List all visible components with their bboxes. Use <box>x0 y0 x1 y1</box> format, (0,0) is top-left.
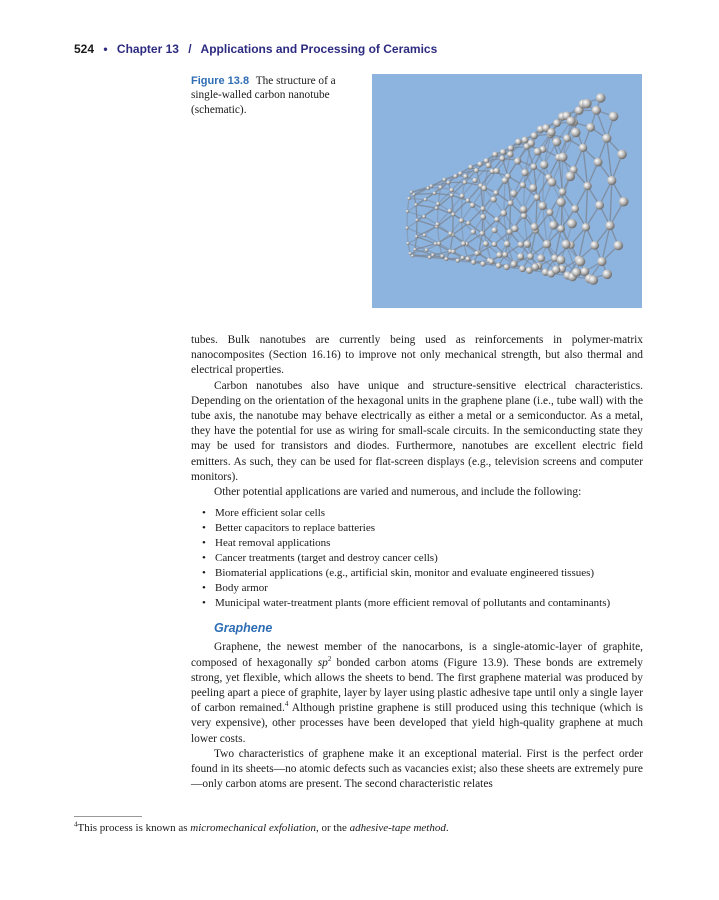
carbon-atom <box>558 153 567 162</box>
carbon-atom <box>465 256 470 261</box>
carbon-atom <box>425 248 429 252</box>
carbon-atom <box>415 219 418 222</box>
carbon-atom <box>502 177 509 184</box>
carbon-atom <box>529 184 537 192</box>
bullet-dot: • <box>202 522 206 535</box>
carbon-atom <box>508 145 514 151</box>
carbon-atom <box>602 270 612 280</box>
carbon-atom <box>602 134 611 143</box>
bond-line <box>461 196 462 221</box>
carbon-atom <box>558 225 565 232</box>
carbon-atom <box>507 151 514 158</box>
bond-line <box>407 228 425 235</box>
chapter-label: Chapter 13 <box>116 42 179 56</box>
carbon-atom <box>412 193 415 196</box>
paragraph-3: Other potential applications are varied and numerous, and include the following: <box>214 486 582 499</box>
bond-line <box>583 148 587 186</box>
carbon-atom <box>589 275 599 285</box>
carbon-atom <box>607 176 616 185</box>
carbon-atom <box>492 152 498 158</box>
bond-line <box>407 217 424 228</box>
carbon-atom <box>463 174 468 179</box>
bond-line <box>407 199 409 212</box>
carbon-atom <box>614 241 624 251</box>
carbon-atom <box>515 139 522 146</box>
carbon-atom <box>596 93 606 103</box>
carbon-atom <box>500 149 506 155</box>
bond-line <box>407 228 408 243</box>
bullet-dot: • <box>202 507 206 520</box>
carbon-atom <box>474 168 479 173</box>
carbon-atom <box>582 99 592 109</box>
carbon-atom <box>534 148 542 156</box>
bond-line <box>438 224 451 233</box>
bond-line <box>510 203 511 232</box>
carbon-atom <box>430 184 434 188</box>
carbon-atom <box>433 192 437 196</box>
bond-line <box>543 165 545 206</box>
carbon-atom <box>562 240 571 249</box>
carbon-atom <box>474 251 479 256</box>
carbon-atom <box>486 162 492 168</box>
carbon-atom <box>521 169 528 176</box>
carbon-atom <box>472 178 477 183</box>
carbon-atom <box>590 241 599 250</box>
nanotube-illustration <box>372 74 642 308</box>
carbon-atom <box>481 185 487 191</box>
carbon-atom <box>453 174 457 178</box>
carbon-atom <box>511 261 518 268</box>
carbon-atom <box>531 132 538 139</box>
carbon-atom <box>559 188 566 195</box>
carbon-atom <box>450 188 454 192</box>
carbon-atom <box>442 178 446 182</box>
carbon-atom <box>537 254 545 262</box>
bond-line <box>494 180 505 199</box>
chapter-title: Applications and Processing of Ceramics <box>200 42 438 56</box>
carbon-atom <box>534 194 541 201</box>
bullet-dot: • <box>202 582 206 595</box>
carbon-atom <box>494 217 499 222</box>
carbon-atom <box>483 241 489 247</box>
list-item: • Municipal water-treatment plants (more efficient removal of pollutants and contaminants) <box>202 597 611 610</box>
carbon-atom <box>496 263 502 269</box>
carbon-atom <box>526 267 533 274</box>
carbon-atom <box>597 257 606 266</box>
carbon-atom <box>406 210 409 213</box>
superscript-2: 2 <box>327 654 332 663</box>
footnote-marker: 4 <box>74 820 78 829</box>
bond-line <box>407 212 424 217</box>
carbon-atom <box>428 256 432 260</box>
carbon-atom <box>566 172 576 182</box>
bullet-dot: • <box>202 552 206 565</box>
carbon-atom <box>406 242 409 245</box>
carbon-atom <box>571 128 581 138</box>
carbon-atom <box>493 190 498 195</box>
carbon-atom <box>423 233 427 237</box>
bond-line <box>468 186 481 201</box>
carbon-atom <box>504 264 510 270</box>
carbon-atom <box>492 227 498 233</box>
running-head-bullet: • <box>103 42 108 56</box>
carbon-atom <box>414 203 417 206</box>
carbon-atom <box>466 221 470 225</box>
bond-line <box>450 221 461 234</box>
carbon-atom <box>538 202 546 210</box>
carbon-atom <box>436 202 440 206</box>
carbon-atom <box>543 240 551 248</box>
bond-line <box>483 188 484 217</box>
carbon-atom <box>547 128 555 136</box>
carbon-atom <box>524 240 531 247</box>
list-item: • Body armor <box>202 582 268 595</box>
carbon-atom <box>439 185 443 189</box>
carbon-atom <box>450 193 454 197</box>
carbon-atom <box>422 215 426 219</box>
carbon-atom <box>496 252 502 258</box>
carbon-atom <box>504 241 511 248</box>
carbon-atom <box>456 258 460 262</box>
body-text <box>191 333 643 792</box>
carbon-atom <box>501 210 508 217</box>
carbon-atom <box>431 253 435 257</box>
carbon-atom <box>405 226 408 229</box>
carbon-atom <box>510 190 517 197</box>
carbon-atom <box>567 219 577 229</box>
carbon-atom <box>470 203 475 208</box>
carbon-atom <box>451 212 455 216</box>
carbon-atom <box>471 229 476 234</box>
carbon-atom <box>458 171 462 175</box>
carbon-atom <box>549 221 558 230</box>
carbon-atom <box>522 137 529 144</box>
carbon-atom <box>527 253 534 260</box>
carbon-atom <box>548 178 557 187</box>
carbon-atom <box>440 254 444 258</box>
carbon-atom <box>592 106 601 115</box>
carbon-atom <box>448 231 452 235</box>
carbon-atom <box>410 191 413 194</box>
carbon-atom <box>582 223 590 231</box>
carbon-atom <box>520 206 527 213</box>
carbon-atom <box>436 222 440 226</box>
carbon-atom <box>480 214 486 220</box>
paragraph-1: tubes. Bulk nanotubes are currently being used as reinforcements in polymer-matrix nanocomposites (Section 16.16) to improve not only mechanical strength, but also thermal and electrical properties. <box>191 334 643 377</box>
carbon-atom <box>444 257 448 261</box>
bond-line <box>450 235 453 251</box>
carbon-atom <box>605 221 614 230</box>
carbon-atom <box>466 198 470 202</box>
nanotube-figure <box>372 74 642 308</box>
carbon-atom <box>407 197 410 200</box>
page-number: 524 <box>74 42 95 56</box>
bond-line <box>586 186 588 227</box>
bullet-dot: • <box>202 597 206 610</box>
carbon-atom <box>586 123 595 132</box>
bond-line <box>610 181 612 226</box>
carbon-atom <box>532 263 539 270</box>
bond-line <box>409 199 425 200</box>
bond-line <box>452 195 454 214</box>
bond-line <box>425 200 438 204</box>
bond-line <box>439 234 450 244</box>
carbon-atom <box>459 218 464 223</box>
carbon-atom <box>489 259 495 265</box>
paragraph-2: Carbon nanotubes also have unique and structure-sensitive electrical characteristics. Depending on the orientation of the hexagonal units in the graphene plane (i.e., tube wall) with the tube axis, the nanotube may behave electrically as either a metal or a semiconductor. As a metal, they have the potential for use as wiring for small-scale circuits. In the semiconducting state they may be used for transistors and diodes. Furthermore, nanotubes are excellent electric field emitters. As such, they can be used for flat-screen displays (e.g., television screens and computer monitors). <box>191 379 643 483</box>
list-item: • More efficient solar cells <box>202 507 326 520</box>
footnote-ref: 4 <box>284 700 289 709</box>
carbon-atom <box>463 180 467 184</box>
carbon-atom <box>502 252 508 258</box>
application-list <box>191 506 643 611</box>
paragraph-5: Two characteristics of graphene make it an exceptional material. First is the perfect order found in its sheets—no atomic defects such as vacancies exist; also these sheets are extremely pure—only carbon atoms are present. The second characteristic relates <box>191 747 643 791</box>
carbon-atom <box>520 182 526 188</box>
carbon-atom <box>594 158 603 167</box>
carbon-atom <box>477 161 482 166</box>
carbon-atom <box>531 163 538 170</box>
carbon-atom <box>552 266 560 274</box>
section-heading: Graphene <box>214 621 273 636</box>
bond-line <box>504 180 505 213</box>
bond-line <box>453 214 454 235</box>
carbon-atom <box>619 197 629 207</box>
carbon-atom <box>437 242 441 246</box>
footnote-divider <box>74 816 142 817</box>
carbon-atom <box>609 112 619 122</box>
carbon-atom <box>563 135 571 143</box>
carbon-atom <box>409 252 412 255</box>
carbon-atom <box>514 158 521 165</box>
carbon-atom <box>557 256 566 265</box>
carbon-atom <box>572 268 581 277</box>
paragraph-4: Graphene, the newest member of the nanocarbons, is a single-atomic-layer of graphite, composed of hexagonally $sp^2$ bonded carbon atoms (Figure 13.9). These bonds are extremely strong, yet flexible, which allows the sheets to bend. The first graphene material was produced by peeling apart a piece of graphite, layer by layer using plastic adhesive tape until only a single layer of carbon remained.$^4$ Although pristine graphene is still produced using this technique (which is very expensive), other processes have been developed that yield high-quality graphene at much lower costs. <box>191 641 644 745</box>
carbon-atom <box>579 144 587 152</box>
carbon-atom <box>434 242 438 246</box>
carbon-atom <box>521 213 527 219</box>
list-item: • Biomaterial applications (e.g., artificial skin, monitor and evaluate engineered tissues) <box>202 567 595 580</box>
carbon-atom <box>571 205 579 213</box>
carbon-atom <box>576 257 586 267</box>
footnote-term-1: micromechanical exfoliation <box>190 822 317 834</box>
carbon-atom <box>528 140 535 147</box>
carbon-atom <box>552 138 561 147</box>
bullet-dot: • <box>202 567 206 580</box>
carbon-atom <box>447 181 451 185</box>
carbon-atom <box>460 256 464 260</box>
sp-term: sp <box>317 656 328 669</box>
bullet-dot: • <box>202 537 206 550</box>
carbon-atom <box>468 165 473 170</box>
bond-line <box>461 205 472 220</box>
carbon-atom <box>518 241 524 247</box>
footnote: $^4$This process is known as micromechanical exfoliation, or the adhesive-tape method. <box>74 820 449 834</box>
carbon-atom <box>413 248 416 251</box>
carbon-atom <box>512 225 519 232</box>
carbon-atom <box>460 194 465 199</box>
bond-line <box>417 220 437 227</box>
carbon-atom <box>567 117 576 126</box>
carbon-atom <box>508 200 514 206</box>
carbon-atom <box>617 150 627 160</box>
carbon-atom <box>583 182 591 190</box>
bond-line <box>453 201 468 215</box>
carbon-atom <box>480 261 485 266</box>
carbon-atom <box>415 235 418 238</box>
carbon-atom <box>519 266 526 273</box>
carbon-atom <box>517 253 524 260</box>
carbon-atom <box>491 196 497 202</box>
list-item: • Cancer treatments (target and destroy cancer cells) <box>202 552 438 565</box>
carbon-atom <box>546 209 553 216</box>
carbon-atom <box>507 229 513 235</box>
carbon-atom <box>494 168 500 174</box>
bond-line <box>416 205 417 220</box>
bond-line <box>435 193 452 195</box>
carbon-atom <box>451 250 455 254</box>
bond-line <box>524 173 525 210</box>
carbon-atom <box>480 206 485 211</box>
running-head <box>74 42 674 56</box>
bond-line <box>508 176 511 203</box>
footnote-term-2: adhesive-tape method <box>349 822 446 834</box>
list-item: • Better capacitors to replace batteries <box>202 522 376 535</box>
carbon-atom <box>499 156 505 162</box>
running-head-slash: / <box>188 42 192 56</box>
figure-caption <box>191 74 356 117</box>
carbon-atom <box>492 242 497 247</box>
carbon-atom <box>448 209 452 213</box>
carbon-atom <box>426 187 430 191</box>
figure-caption-text: The structure of a single-walled carbon nanotube (schematic). <box>191 75 336 116</box>
carbon-atom <box>540 161 548 169</box>
bond-line <box>415 237 417 250</box>
carbon-atom <box>553 119 561 127</box>
carbon-atom <box>435 206 439 210</box>
list-item: • Heat removal applications <box>202 537 331 550</box>
carbon-atom <box>531 223 539 231</box>
carbon-atom <box>557 198 566 207</box>
carbon-atom <box>480 231 485 236</box>
carbon-atom <box>424 198 428 202</box>
carbon-atom <box>411 254 414 257</box>
carbon-atom <box>471 260 476 265</box>
carbon-atom <box>461 241 466 246</box>
carbon-atom <box>595 201 604 210</box>
figure-label: Figure 13.8 <box>191 75 250 87</box>
